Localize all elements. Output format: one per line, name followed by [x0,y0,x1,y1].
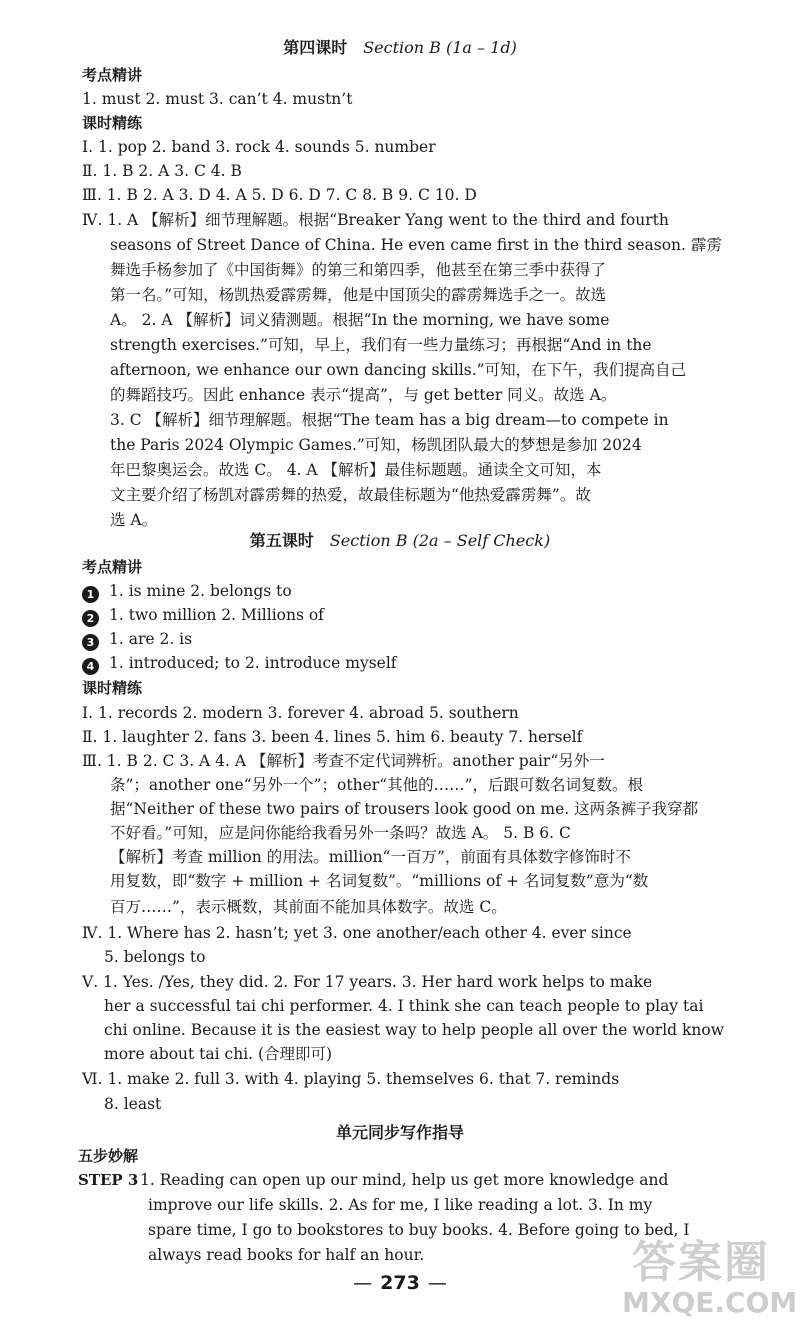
lesson4-subtitle: Section B (1a – 1d) [363,38,517,57]
lesson5-point [82,652,397,675]
lesson5-line: 8. least [104,1095,162,1113]
step-label: STEP 3 [78,1171,139,1189]
lesson5-point-text: 1. two million 2. Millions of [109,606,324,624]
lesson4-line: 选 A。 [110,511,158,529]
lesson5-point [82,628,192,651]
lesson4-kaodian-answers: 1. must 2. must 3. can’t 4. mustn’t [82,90,353,108]
number-badge: 4 [82,658,99,675]
lesson4-kaodian-heading: 考点精讲 [82,66,143,84]
page-dash-left: — [353,1272,373,1294]
watermark-url: MXQE.COM [622,1286,798,1319]
lesson5-title [0,529,800,553]
lesson5-line: 条”；another one“另外一个”；other“其他的……”，后跟可数名词复数。根 [110,776,644,794]
lesson5-line: 【解析】考查 million 的用法。million“一百万”，前面有具体数字修饰时不 [110,848,631,866]
page-number-value: 273 [380,1272,420,1294]
lesson5-line: Ⅱ. 1. laughter 2. fans 3. been 4. lines 5. him 6. beauty 7. herself [82,728,583,746]
lesson5-point [82,580,292,603]
lesson4-line: 第一名。”可知，杨凯热爱霹雳舞，他是中国顶尖的霹雳舞选手之一。故选 [110,286,607,304]
lesson4-line: 文主要介绍了杨凯对霹雳舞的热爱，故最佳标题为“他热爱霹雳舞”。故 [110,486,591,504]
lesson5-line: 5. belongs to [104,948,206,966]
lesson4-line: 的舞蹈技巧。因此 enhance 表示“提高”，与 get better 同义。故选 A。 [110,386,617,404]
lesson4-line: the Paris 2024 Olympic Games.”可知，杨凯团队最大的梦想是参加 2024 [110,436,642,454]
lesson4-line: Ⅰ. 1. pop 2. band 3. rock 4. sounds 5. number [82,138,436,156]
watermark-logo: 答案圈 [632,1237,770,1288]
lesson5-line: her a successful tai chi performer. 4. I think she can teach people to play tai [104,997,704,1015]
lesson4-title [0,36,800,60]
lesson5-line: 百万……”，表示概数，其前面不能加具体数字。故选 C。 [110,898,507,916]
writing-line: always read books for half an hour. [148,1246,425,1264]
lesson5-point [82,604,324,627]
writing-line: improve our life skills. 2. As for me, I like reading a lot. 3. In my [148,1196,653,1214]
lesson4-line: Ⅱ. 1. B 2. A 3. C 4. B [82,162,242,180]
writing-title: 单元同步写作指导 [335,1123,464,1142]
lesson5-title-text: 第五课时 [249,531,314,550]
lesson5-line: Ⅲ. 1. B 2. C 3. A 4. A 【解析】考查不定代词辨析。another pair“另外一 [82,752,605,770]
number-badge: 1 [82,586,99,603]
lesson4-title-text: 第四课时 [283,38,348,57]
lesson4-line: Ⅲ. 1. B 2. A 3. D 4. A 5. D 6. D 7. C 8. B 9. C 10. D [82,186,477,204]
lesson5-point-text: 1. are 2. is [109,630,193,648]
lesson4-line: Ⅳ. 1. A 【解析】细节理解题。根据“Breaker Yang went to the third and fourth [82,211,669,229]
lesson5-line: Ⅰ. 1. records 2. modern 3. forever 4. abroad 5. southern [82,704,519,722]
writing-line: spare time, I go to bookstores to buy books. 4. Before going to bed, I [148,1221,690,1239]
lesson5-keshi-heading: 课时精练 [82,679,143,697]
lesson4-line: afternoon, we enhance our own dancing skills.”可知，在下午，我们提高自己 [110,361,687,379]
lesson4-line: A。 2. A 【解析】词义猜测题。根据“In the morning, we have some [110,311,610,329]
lesson5-point-text: 1. introduced; to 2. introduce myself [109,654,397,672]
lesson5-line: chi online. Because it is the easiest way to help people all over the world know [104,1021,725,1039]
lesson5-line: more about tai chi. (合理即可) [104,1045,333,1063]
lesson4-line: strength exercises.”可知，早上，我们有一些力量练习；再根据“And in the [110,336,652,354]
lesson5-kaodian-heading: 考点精讲 [82,558,143,576]
lesson5-line: Ⅳ. 1. Where has 2. hasn’t; yet 3. one another/each other 4. ever since [82,924,632,942]
lesson4-line: 舞选手杨参加了《中国街舞》的第三和第四季，他甚至在第三季中获得了 [110,261,607,279]
lesson4-line: seasons of Street Dance of China. He even came first in the third season. 霹雳 [110,236,722,254]
number-badge: 2 [82,610,99,627]
lesson5-line: 据“Neither of these two pairs of trousers look good on me. 这两条裤子我穿都 [110,800,699,818]
lesson5-subtitle: Section B (2a – Self Check) [329,531,551,550]
number-badge: 3 [82,634,99,651]
lesson4-line: 3. C 【解析】细节理解题。根据“The team has a big dream—to compete in [110,411,669,429]
lesson5-line: Ⅵ. 1. make 2. full 3. with 4. playing 5. themselves 6. that 7. reminds [82,1070,620,1088]
page-number [0,1272,800,1294]
lesson5-line: 不好看。”可知，应是问你能给我看另外一条吗？故选 A。 5. B 6. C [110,824,571,842]
lesson4-keshi-heading: 课时精练 [82,114,143,132]
writing-heading: 五步妙解 [78,1147,139,1165]
lesson5-line: Ⅴ. 1. Yes. /Yes, they did. 2. For 17 years. 3. Her hard work helps to make [82,973,653,991]
page-dash-right: — [427,1272,447,1294]
lesson5-line: 用复数，即“数字 + million + 名词复数”。“millions of + 名词复数”意为“数 [110,872,649,890]
lesson4-line: 年巴黎奥运会。故选 C。 4. A 【解析】最佳标题题。通读全文可知，本 [110,461,602,479]
writing-line: 1. Reading can open up our mind, help us get more knowledge and [140,1171,669,1189]
lesson5-point-text: 1. is mine 2. belongs to [109,582,292,600]
